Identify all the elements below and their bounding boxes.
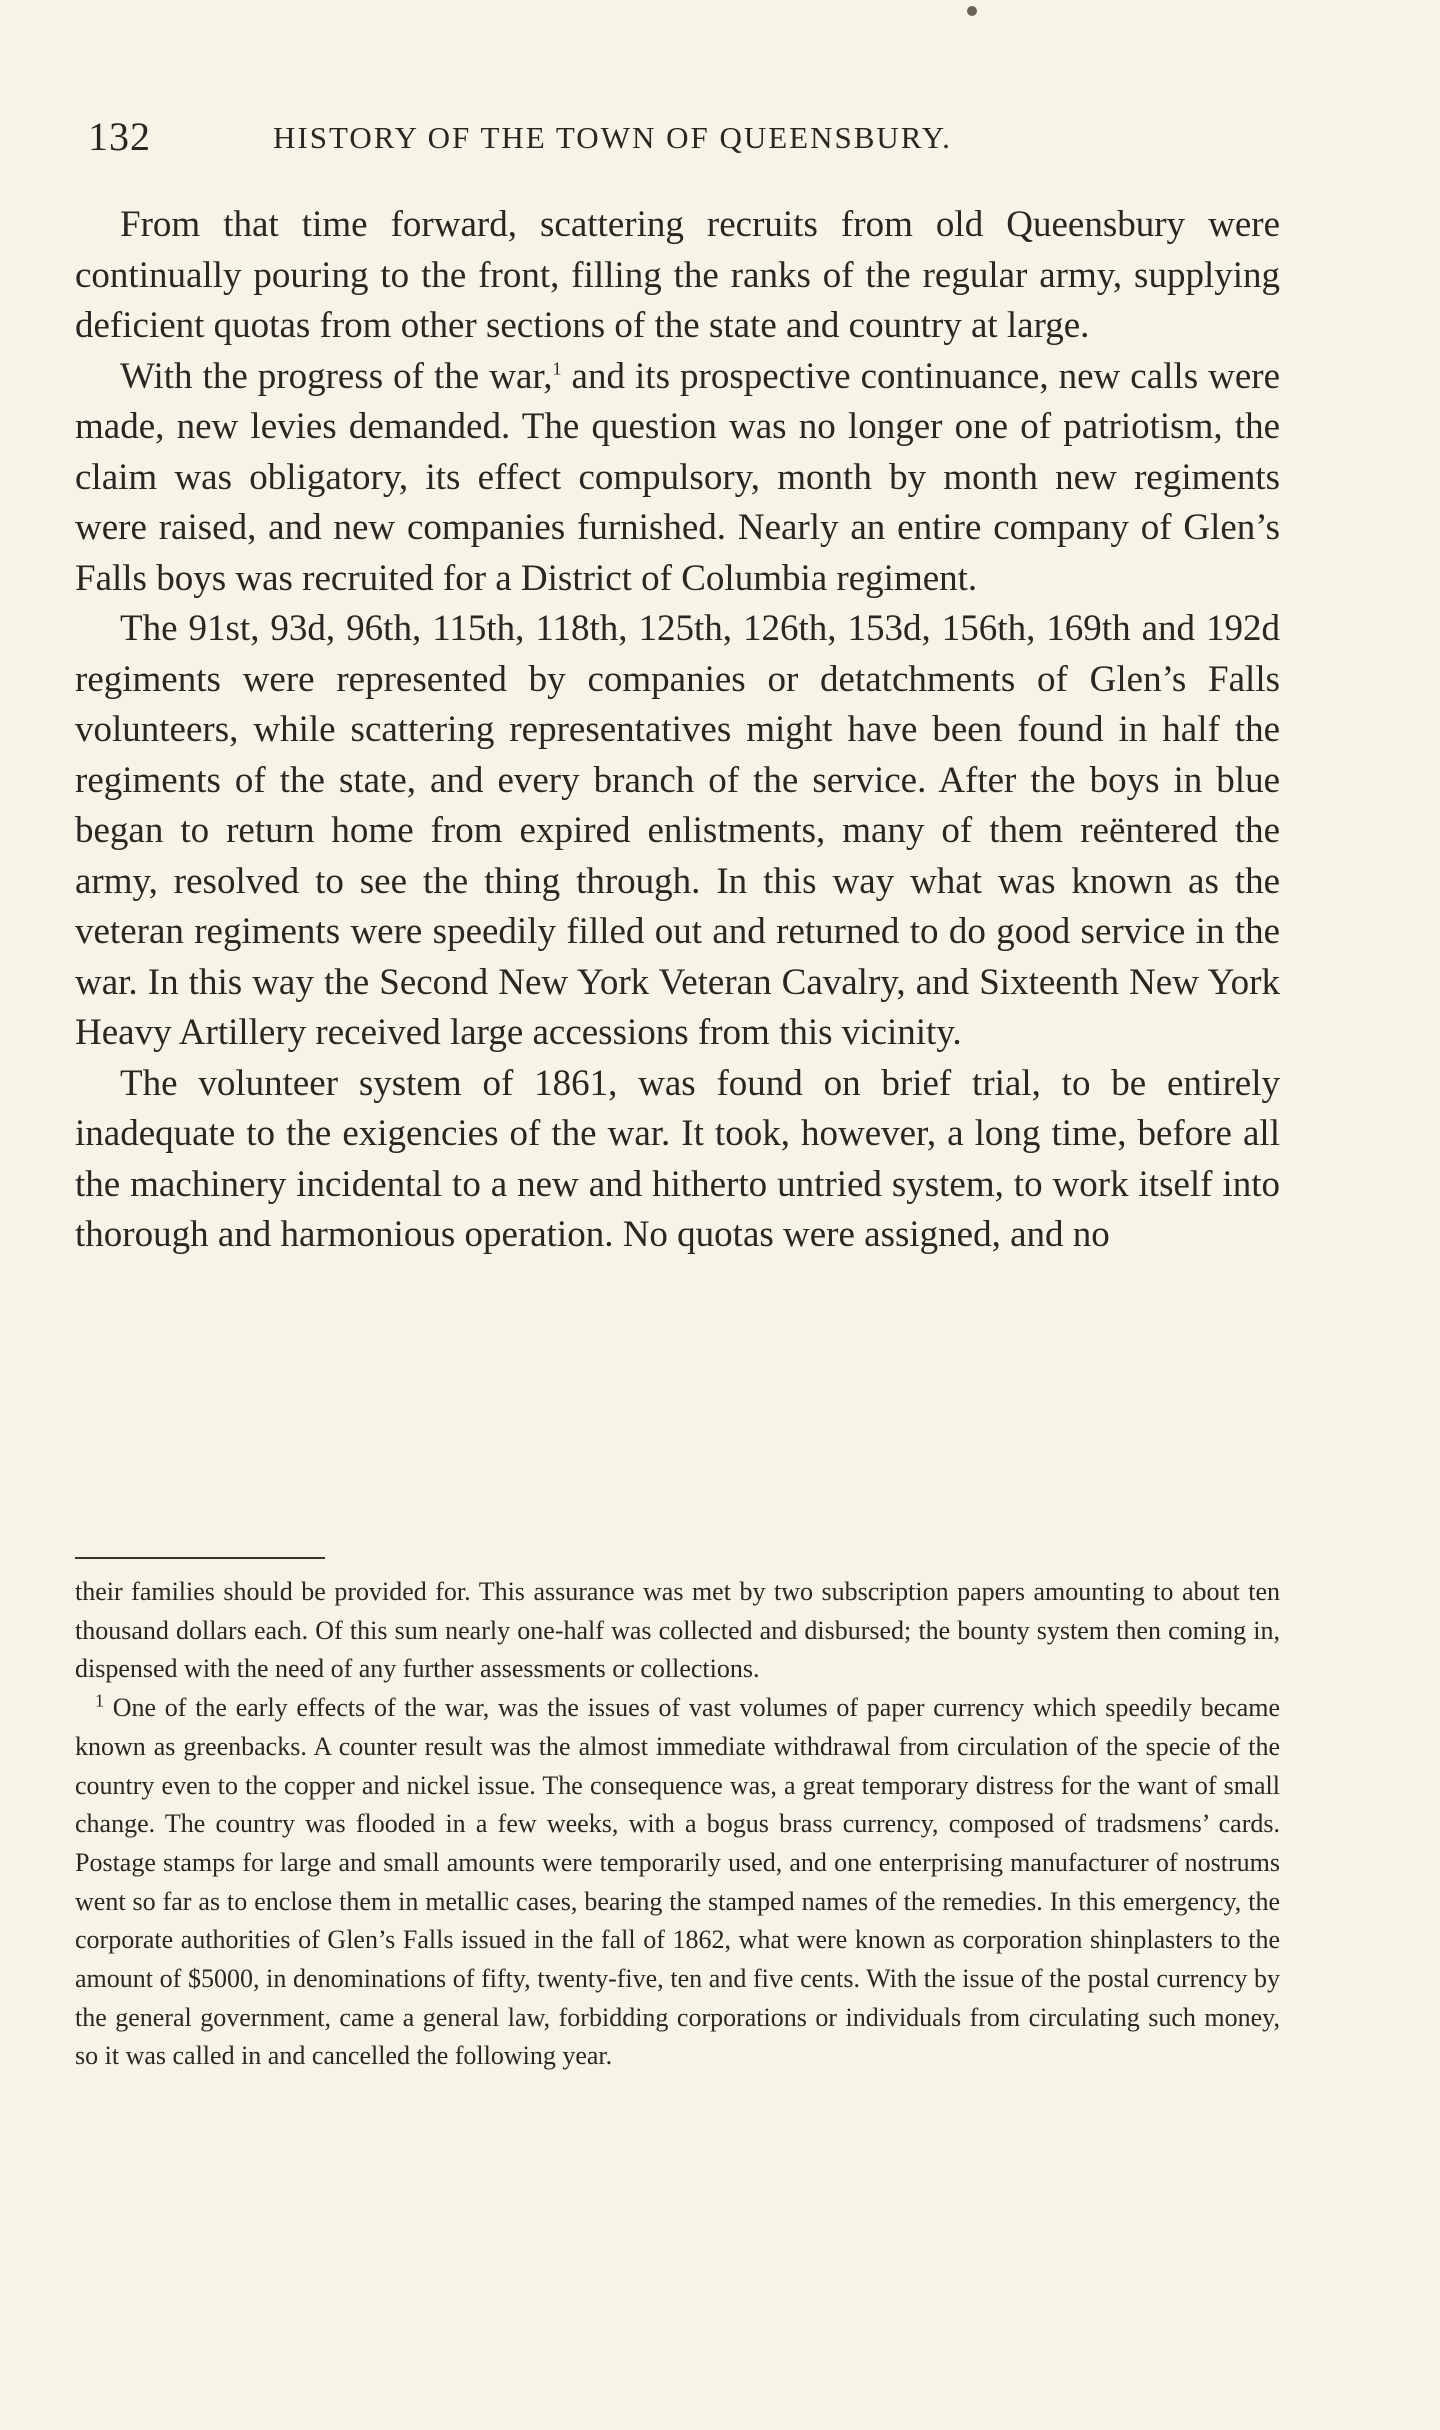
paragraph-2 xyxy=(75,352,1280,605)
paragraph-2-start: With the progress of the war, xyxy=(120,355,553,397)
footnote-marker: 1 xyxy=(95,1690,104,1711)
paragraph-2-rest: and its prospective continuance, new calls were made, new levies demanded. The question was no longer one of patriotism, the claim was obligatory, its effect compulsory, month by month new regiments were raised, and new companies furnished. Nearly an entire company of Glen’s Falls boys was recruited for a District of Columbia regiment. xyxy=(75,355,1281,599)
footnotes xyxy=(75,1573,1280,2076)
ink-dot-mark xyxy=(967,6,977,16)
footnote-1-text: One of the early effects of the war, was the issues of vast volumes of paper currency which speedily became known as greenbacks. A counter result was the almost immediate withdrawal from circulation of the specie of the country even to the copper and nickel issue. The consequence was, a great temporary distress for the want of small change. The country was flooded in a few weeks, with a bogus brass currency, composed of tradsmens’ cards. Postage stamps for large and small amounts were temporarily used, and one enterprising manufacturer of nostrums went so far as to enclose them in metallic cases, bearing the stamped names of the remedies. In this emergency, the corporate authorities of Glen’s Falls issued in the fall of 1862, what were known as corporation shinplasters to the amount of $5000, in denominations of fifty, twenty-five, ten and five cents. With the issue of the postal currency by the general government, came a general law, forbidding corporations or individuals from circulating such money, so it was called in and cancelled the following year. xyxy=(75,1693,1281,2071)
footnote-divider xyxy=(75,1557,325,1559)
paragraph-1: From that time forward, scattering recruits from old Queensbury were continually pouring to the front, filling the ranks of the regular army, supplying deficient quotas from other sections of the state and country at large. xyxy=(75,204,1280,346)
running-title: HISTORY OF THE TOWN OF QUEENSBURY. xyxy=(273,120,952,155)
body-text xyxy=(75,200,1280,1261)
running-head xyxy=(88,112,1288,162)
footnote-1 xyxy=(75,1689,1280,2076)
footnote-continued: their families should be provided for. This assurance was met by two subscription papers amounting to about ten thousand dollars each. Of this sum nearly one-half was collected and disbursed; the bounty system then coming in, dispensed with the need of any further assessments or collections. xyxy=(75,1577,1280,1684)
page-number: 132 xyxy=(88,114,151,159)
footnote-reference: 1 xyxy=(552,358,562,379)
paragraph-3: The 91st, 93d, 96th, 115th, 118th, 125th, 126th, 153d, 156th, 169th and 192d regiments were represented by companies or detatchments of Glen’s Falls volunteers, while scattering representatives might have been found in half the regiments of the state, and every branch of the service. After the boys in blue began to return home from expired enlistments, many of them reëntered the army, resolved to see the thing through. In this way what was known as the veteran regiments were speedily filled out and returned to do good service in the war. In this way the Second New York Veteran Cavalry, and Sixteenth New York Heavy Artillery received large accessions from this vicinity. xyxy=(75,608,1280,1053)
paragraph-4: The volunteer system of 1861, was found on brief trial, to be entirely inadequate to the exigencies of the war. It took, however, a long time, before all the machinery incidental to a new and hitherto untried system, to work itself into thorough and harmonious operation. No quotas were assigned, and no xyxy=(75,1062,1280,1255)
